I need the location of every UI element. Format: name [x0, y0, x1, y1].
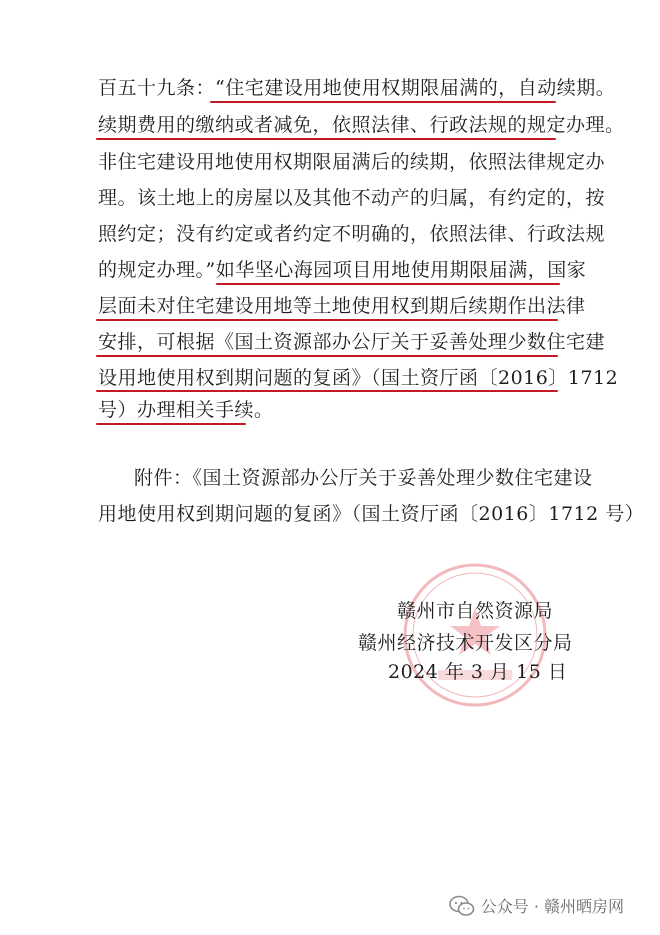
body-line-8: 安排，可根据《国土资源部办公厅关于妥善处理少数住宅建	[98, 331, 606, 353]
body-line-5: 照约定；没有约定或者约定不明确的，依照法律、行政法规	[98, 223, 606, 245]
attachment-line-2: 用地使用权到期问题的复函》（国土资厅函〔2016〕1712 号）	[98, 503, 645, 525]
wechat-watermark	[449, 894, 624, 917]
body-line-6: 的规定办理。”如华坚心海园项目用地使用期限届满，国家	[98, 259, 587, 281]
highlight-underline	[96, 319, 558, 321]
highlight-underline	[96, 355, 558, 357]
body-line-7: 层面未对住宅建设用地等土地使用权到期后续期作出法律	[98, 295, 586, 317]
attachment-line-1: 附件：《国土资源部办公厅关于妥善处理少数住宅建设	[134, 467, 593, 489]
body-line-10: 号）办理相关手续。	[98, 399, 274, 421]
highlight-underline	[210, 101, 556, 103]
signature-date: 2024 年 3 月 15 日	[388, 661, 568, 683]
highlight-underline	[96, 423, 246, 425]
body-line-2: 续期费用的缴纳或者减免，依照法律、行政法规的规定办理。	[98, 114, 625, 136]
highlight-underline	[216, 283, 560, 285]
body-line-3: 非住宅建设用地使用权期限届满后的续期，依照法律规定办	[98, 151, 606, 173]
body-line-9: 设用地使用权到期问题的复函》（国土资厅函〔2016〕1712	[98, 367, 619, 389]
wechat-icon	[449, 895, 475, 917]
signature-org-1: 赣州市自然资源局	[397, 600, 554, 622]
watermark-text: 公众号 · 赣州晒房网	[480, 897, 624, 916]
signature-org-2: 赣州经济技术开发区分局	[358, 632, 573, 654]
highlight-underline	[96, 390, 558, 392]
body-line-1: 百五十九条：“住宅建设用地使用权期限届满的，自动续期。	[98, 77, 616, 99]
body-line-4: 理。该土地上的房屋以及其他不动产的归属，有约定的，按	[98, 187, 606, 209]
highlight-underline	[96, 138, 556, 140]
